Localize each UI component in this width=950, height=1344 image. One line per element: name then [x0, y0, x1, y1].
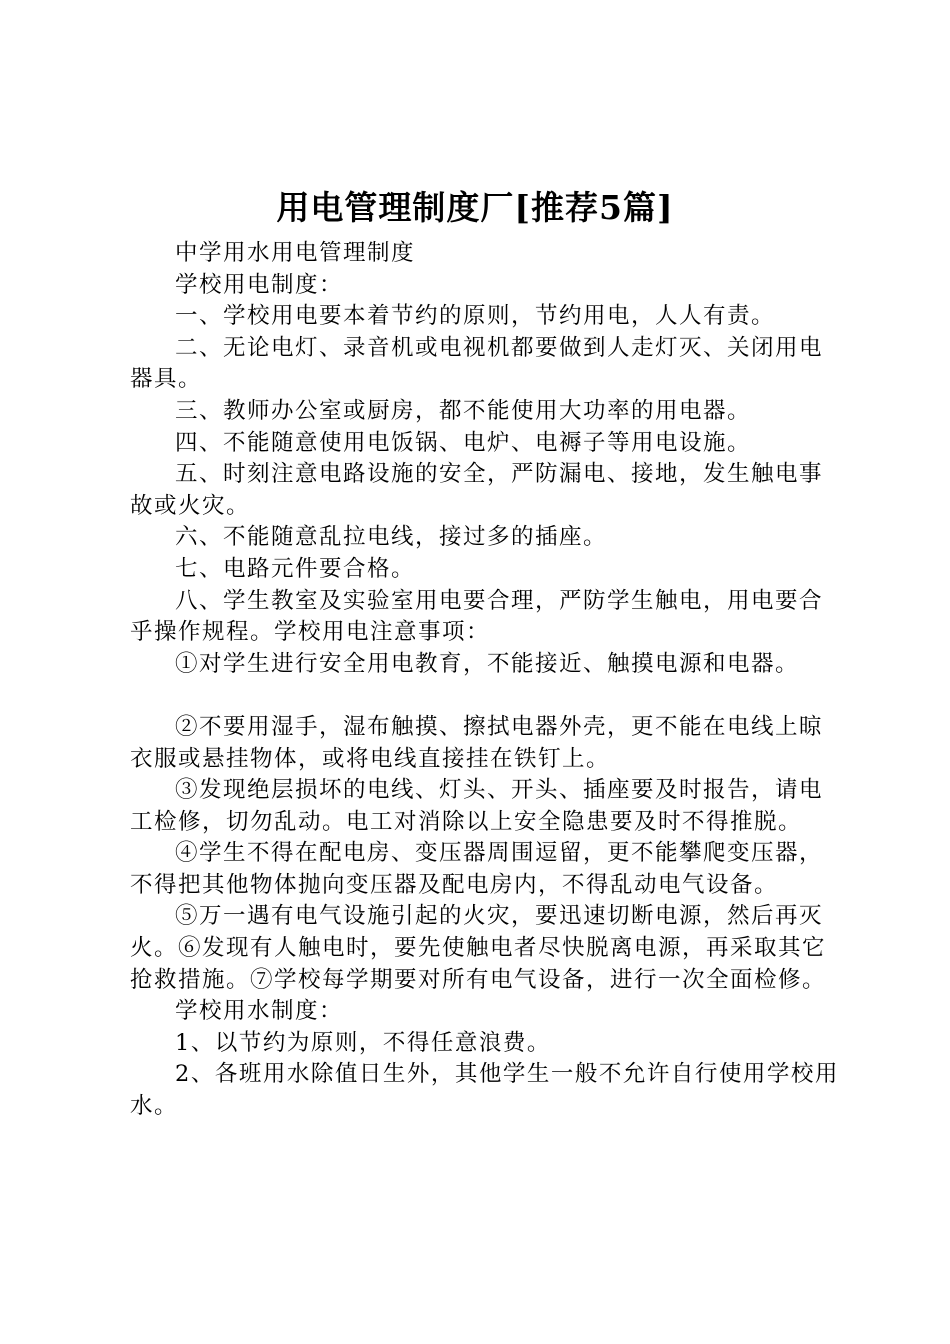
- paragraph-water-rule-2: 2、各班用水除值日生外，其他学生一般不允许自行使用学校用水。: [130, 1061, 839, 1120]
- paragraph-rule-1: 一、学校用电要本着节约的原则，节约用电，人人有责。: [175, 303, 776, 330]
- paragraph-note-1: ①对学生进行安全用电教育，不能接近、触摸电源和电器。: [175, 650, 800, 677]
- paragraph-rule-4: 四、不能随意使用电饭锅、电炉、电褥子等用电设施。: [175, 429, 752, 456]
- paragraph-water-rule-1: 1、以节约为原则，不得任意浪费。: [175, 1029, 551, 1056]
- paragraph-rule-5: 五、时刻注意电路设施的安全，严防漏电、接地，发生触电事故或火灾。: [130, 461, 824, 519]
- paragraph-note-4: ④学生不得在配电房、变压器周围逗留，更不能攀爬变压器，不得把其他物体抛向变压器及配电房内，不得乱动电气设备。: [130, 840, 824, 898]
- paragraph-section-electric: 学校用电制度：: [175, 271, 344, 298]
- paragraph-rule-2: 二、无论电灯、录音机或电视机都要做到人走灯灭、关闭用电器具。: [130, 334, 824, 393]
- document-title: 用电管理制度厂[推荐5篇]: [276, 188, 674, 227]
- paragraph-section-water: 学校用水制度：: [175, 998, 344, 1025]
- paragraph-rule-8: 八、学生教室及实验室用电要合理，严防学生触电，用电要合乎操作规程。学校用电注意事项：: [130, 587, 824, 646]
- paragraph-note-3: ③发现绝层损坏的电线、灯头、开头、插座要及时报告，请电工检修，切勿乱动。电工对消除以上安全隐患要及时不得推脱。: [130, 777, 824, 835]
- paragraph-heading: 中学用水用电管理制度: [175, 240, 416, 266]
- paragraph-rule-3: 三、教师办公室或厨房，都不能使用大功率的用电器。: [175, 397, 752, 424]
- document-body: [130, 238, 840, 1123]
- paragraph-note-5-7: ⑤万一遇有电气设施引起的火灾，要迅速切断电源，然后再灭火。⑥发现有人触电时，要先使触电者尽快脱离电源，再采取其它抢救措施。⑦学校每学期要对所有电气设备，进行一次全面检修。: [130, 903, 827, 993]
- paragraph-note-2: ②不要用湿手，湿布触摸、擦拭电器外壳，更不能在电线上晾衣服或悬挂物体，或将电线直接挂在铁钉上。: [130, 713, 824, 772]
- paragraph-rule-7: 七、电路元件要合格。: [175, 555, 416, 582]
- paragraph-rule-6: 六、不能随意乱拉电线，接过多的插座。: [175, 524, 608, 551]
- blank-line: [130, 680, 840, 712]
